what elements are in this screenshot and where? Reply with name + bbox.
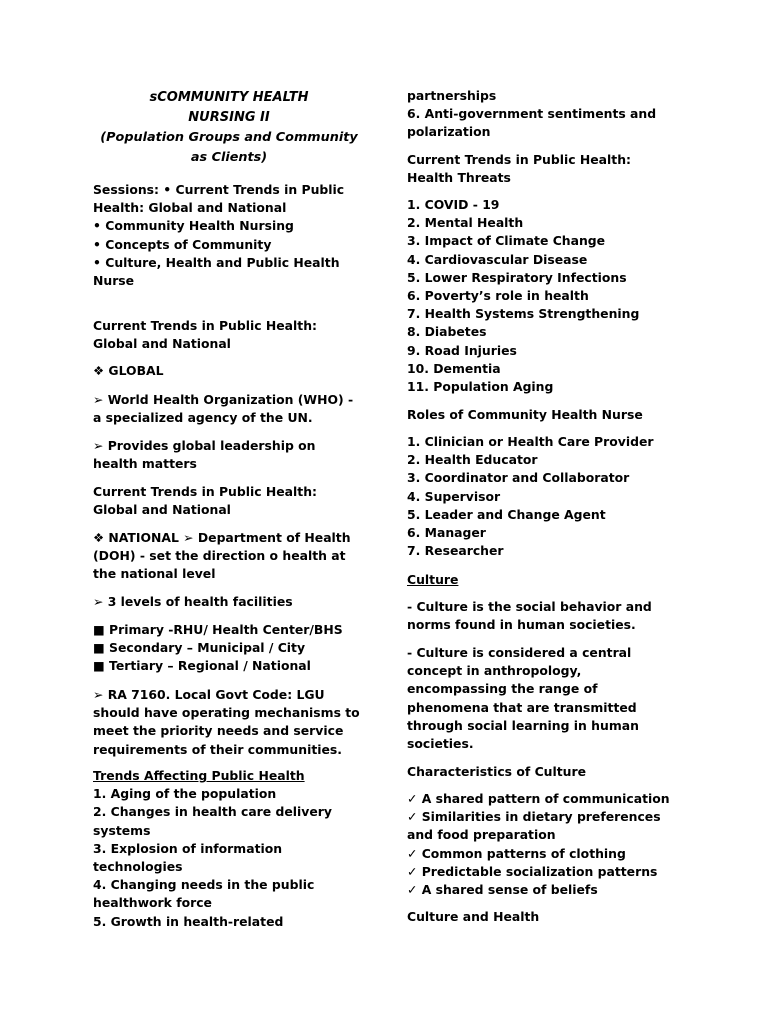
list-item: 5. Lower Respiratory Infections: [407, 269, 627, 285]
global-text: ❖ GLOBAL: [93, 363, 164, 378]
sessions-line: Nurse: [93, 273, 135, 289]
continued-list: [407, 87, 677, 142]
sessions-line: Health: Global and National: [93, 200, 287, 216]
heading-line: Current Trends in Public Health:: [407, 152, 631, 167]
sessions-line: • Concepts of Community: [93, 236, 272, 252]
sessions-line: • Culture, Health and Public Health: [93, 254, 340, 270]
culture-definition-2: [407, 644, 677, 753]
list-item: 1. Aging of the population: [93, 786, 277, 802]
list-item: 7. Researcher: [407, 543, 504, 559]
ra7160-paragraph: [93, 686, 365, 759]
list-item: 6. Anti-government sentiments and: [407, 106, 657, 122]
paragraph-line: concept in anthropology,: [407, 663, 582, 679]
list-item: polarization: [407, 124, 491, 140]
list-item: 6. Manager: [407, 525, 486, 541]
list-item: ✓ A shared sense of beliefs: [407, 882, 598, 898]
list-item: ✓ Predictable socialization patterns: [407, 863, 658, 879]
leadership-line: health matters: [93, 456, 197, 472]
list-item: technologies: [93, 859, 183, 875]
culture-health-heading-text: Culture and Health: [407, 909, 540, 924]
list-item: 1. Clinician or Health Care Provider: [407, 434, 654, 449]
title-line-2: NURSING II: [188, 110, 270, 125]
document-title: [93, 88, 365, 168]
list-item: 2. Changes in health care delivery: [93, 804, 332, 820]
list-item: 5. Growth in health-related: [93, 913, 284, 929]
level-item: ■ Tertiary – Regional / National: [93, 658, 311, 674]
characteristics-heading-text: Characteristics of Culture: [407, 764, 586, 779]
heading-line: Health Threats: [407, 170, 511, 186]
paragraph-line: - Culture is considered a central: [407, 645, 632, 660]
characteristics-heading: [407, 763, 677, 781]
levels-list: [93, 621, 365, 676]
characteristics-list: [407, 790, 677, 899]
subtitle-line-2: as Clients): [190, 150, 268, 165]
trends-affecting-section: [93, 767, 365, 931]
leadership-line: ➢ Provides global leadership on: [93, 438, 316, 453]
sessions-line: • Community Health Nursing: [93, 218, 294, 234]
global-label: [93, 362, 365, 380]
list-item: partnerships: [407, 88, 497, 103]
trends-heading-1: [93, 317, 365, 353]
ra7160-line: ➢ RA 7160. Local Govt Code: LGU: [93, 687, 325, 702]
paragraph-line: - Culture is the social behavior and: [407, 599, 652, 614]
trends-heading-2: [93, 483, 365, 519]
list-item: 3. Impact of Climate Change: [407, 233, 606, 249]
list-item: ✓ A shared pattern of communication: [407, 791, 670, 806]
list-item: and food preparation: [407, 827, 556, 843]
national-line: ❖ NATIONAL ➢ Department of Health: [93, 530, 351, 545]
list-item: 5. Leader and Change Agent: [407, 506, 606, 522]
list-item: 2. Health Educator: [407, 452, 538, 468]
list-item: 3. Coordinator and Collaborator: [407, 470, 630, 486]
culture-definition-1: [407, 598, 677, 634]
list-item: 8. Diabetes: [407, 324, 487, 340]
culture-health-heading: [407, 908, 677, 926]
heading-line: Global and National: [93, 336, 231, 352]
list-item: systems: [93, 822, 151, 838]
list-item: 4. Supervisor: [407, 488, 501, 504]
levels-heading-text: ➢ 3 levels of health facilities: [93, 594, 293, 609]
paragraph-line: phenomena that are transmitted: [407, 699, 637, 715]
paragraph-line: encompassing the range of: [407, 681, 598, 697]
list-item: 7. Health Systems Strengthening: [407, 306, 640, 322]
ra7160-line: meet the priority needs and service: [93, 723, 344, 739]
ra7160-line: requirements of their communities.: [93, 741, 342, 757]
trends-affecting-heading: Trends Affecting Public Health: [93, 768, 305, 783]
roles-heading-text: Roles of Community Health Nurse: [407, 407, 643, 422]
levels-heading: [93, 593, 365, 611]
ra7160-line: should have operating mechanisms to: [93, 705, 360, 721]
list-item: 10. Dementia: [407, 360, 501, 376]
paragraph-line: norms found in human societies.: [407, 617, 636, 633]
heading-line: Current Trends in Public Health:: [93, 318, 317, 333]
list-item: ✓ Common patterns of clothing: [407, 845, 626, 861]
paragraph-line: societies.: [407, 736, 474, 752]
who-line: a specialized agency of the UN.: [93, 410, 313, 426]
national-line: the national level: [93, 566, 216, 582]
roles-heading: [407, 406, 677, 424]
list-item: 4. Changing needs in the public: [93, 877, 315, 893]
level-item: ■ Primary -RHU/ Health Center/BHS: [93, 622, 343, 637]
title-line-1: sCOMMUNITY HEALTH: [149, 90, 309, 105]
list-item: 3. Explosion of information: [93, 840, 283, 856]
list-item: 4. Cardiovascular Disease: [407, 251, 588, 267]
sessions-list: [93, 181, 365, 290]
heading-line: Current Trends in Public Health:: [93, 484, 317, 499]
level-item: ■ Secondary – Municipal / City: [93, 640, 306, 656]
roles-list: [407, 433, 677, 560]
heading-line: Global and National: [93, 502, 231, 518]
subtitle-line-1: (Population Groups and Community: [100, 130, 358, 145]
list-item: 1. COVID - 19: [407, 197, 500, 212]
national-line: (DOH) - set the direction o health at: [93, 548, 346, 564]
leadership-paragraph: [93, 437, 365, 473]
list-item: 2. Mental Health: [407, 215, 524, 231]
who-line: ➢ World Health Organization (WHO) -: [93, 392, 354, 407]
list-item: 9. Road Injuries: [407, 342, 517, 358]
sessions-line: Sessions: • Current Trends in Public: [93, 182, 345, 197]
list-item: healthwork force: [93, 895, 212, 911]
health-threats-heading: [407, 151, 677, 187]
national-paragraph: [93, 529, 365, 584]
culture-heading-text: Culture: [407, 572, 459, 587]
list-item: ✓ Similarities in dietary preferences: [407, 809, 661, 825]
list-item: 11. Population Aging: [407, 379, 554, 395]
list-item: 6. Poverty’s role in health: [407, 288, 589, 304]
culture-heading: [407, 571, 677, 589]
paragraph-line: through social learning in human: [407, 717, 639, 733]
who-paragraph: [93, 391, 365, 427]
health-threats-list: [407, 196, 677, 396]
